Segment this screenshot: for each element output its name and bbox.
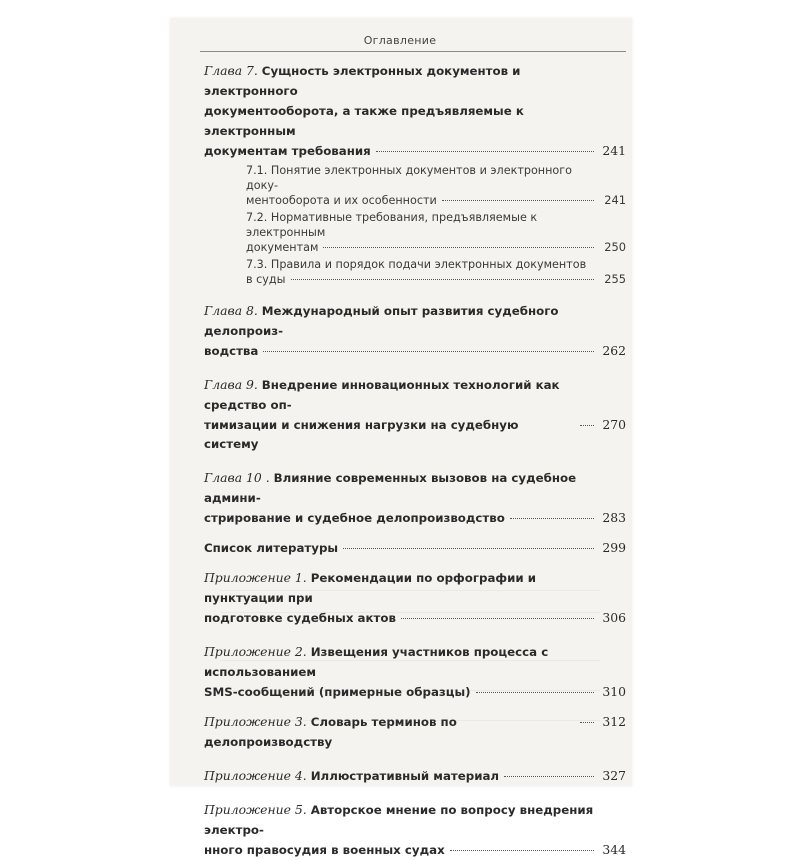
toc-subentry-title-line: 7.2. Нормативные требования, предъявляемые к электронным (246, 211, 538, 239)
toc-entry-label: Приложение 1. (204, 570, 307, 585)
toc-page-number: 299 (602, 540, 626, 555)
toc-subentry-title-line: 7.3. Правила и порядок подачи электронных документов (246, 258, 587, 271)
toc-page-number: 270 (602, 417, 626, 432)
toc-subentry-title-last: ментооборота и их особенности (246, 194, 437, 207)
dot-leader (510, 518, 594, 519)
dot-leader (376, 151, 594, 152)
toc-page-number: 250 (604, 240, 626, 254)
running-head: Оглавление (363, 34, 437, 47)
toc-entry-title-line: Внедрение инновационных технологий как средство оп- (204, 378, 560, 412)
toc-entry-label: Приложение 2. (204, 644, 307, 659)
toc-page-number: 310 (602, 684, 626, 699)
toc-page-number: 283 (602, 510, 626, 525)
show-through-line (220, 590, 600, 591)
toc-page-number: 262 (602, 343, 626, 358)
dot-leader (263, 351, 594, 352)
dot-leader (450, 850, 594, 851)
toc-subentry-7-3 (246, 257, 626, 287)
toc-entry-title-line: Влияние современных вызовов на судебное админи- (204, 471, 577, 505)
toc-page-number: 255 (604, 272, 626, 286)
toc-entry-appendix-1 (204, 568, 626, 628)
toc-entry-title-last: Список литературы (204, 541, 339, 555)
show-through-line (220, 660, 600, 661)
dot-leader (504, 776, 594, 777)
show-through-line (220, 690, 600, 691)
toc-entry-title-line: Извещения участников процесса с использованием (204, 645, 549, 679)
toc-entry-label: Приложение 3. (204, 714, 307, 729)
show-through-line (220, 720, 600, 721)
toc-subentry-title-line: 7.1. Понятие электронных документов и электронного доку- (246, 164, 572, 192)
toc-entry-label: Глава 8. (204, 303, 258, 318)
toc-entry-label: Глава 7. (204, 63, 258, 78)
toc-entry-title-line: Авторское мнение по вопросу внедрения электро- (204, 803, 594, 837)
toc-page-number: 327 (602, 768, 626, 783)
dot-leader (580, 425, 594, 426)
toc-entry-appendix-3 (204, 712, 626, 752)
toc-subentry-title-last: в суды (246, 273, 286, 286)
header-rule (200, 51, 626, 52)
toc-entry-title-line: документооборота, а также предъявляемые к электронным (204, 104, 524, 138)
toc-entry-title-line: Сущность электронных документов и электронного (204, 64, 521, 98)
toc-entry-title-last: Иллюстративный материал (310, 769, 500, 783)
toc-entry-label: Приложение 4. (204, 768, 307, 783)
table-of-contents (204, 56, 626, 860)
dot-leader (442, 200, 594, 201)
toc-entry-appendix-4 (204, 766, 626, 786)
toc-entry-title-last: подготовке судебных актов (204, 611, 396, 625)
toc-subentry-title-last: документам (246, 241, 319, 254)
toc-entry-title-last: тимизации и снижения нагрузки на судебную систему (204, 418, 519, 451)
toc-entry-appendix-5 (204, 800, 626, 860)
toc-entry-title-last: стрирование и судебное делопроизводство (204, 511, 505, 525)
dot-leader (343, 548, 594, 549)
toc-entry-chapter-9 (204, 375, 626, 454)
toc-entry-chapter-10 (204, 468, 626, 528)
toc-subentry-7-2 (246, 210, 626, 255)
toc-page-number: 312 (602, 714, 626, 729)
toc-entry-title-last: нного правосудия в военных судах (204, 843, 445, 857)
dot-leader (291, 279, 595, 280)
toc-entry-label: Глава 10 . (204, 470, 270, 485)
toc-entry-title-last: водства (204, 344, 259, 358)
toc-entry-title-last: документам требования (204, 144, 371, 158)
toc-entry-chapter-7 (204, 61, 626, 161)
toc-page-number: 241 (604, 193, 626, 207)
show-through-line (220, 612, 600, 613)
dot-leader (401, 618, 594, 619)
toc-entry-bibliography (204, 538, 626, 558)
dot-leader (476, 692, 594, 693)
toc-entry-title-line: Международный опыт развития судебного делопроиз- (204, 304, 559, 338)
toc-entry-appendix-2 (204, 642, 626, 702)
toc-page-number: 241 (602, 143, 626, 158)
toc-entry-label: Глава 9. (204, 377, 258, 392)
dot-leader (580, 722, 594, 723)
toc-page-number: 306 (602, 610, 626, 625)
toc-entry-title-line: Рекомендации по орфографии и пунктуации при (204, 571, 537, 605)
dot-leader (323, 247, 594, 248)
toc-entry-label: Приложение 5. (204, 802, 307, 817)
toc-entry-title-last: Словарь терминов по делопроизводству (204, 715, 457, 749)
toc-subentry-7-1 (246, 163, 626, 208)
toc-page-number: 344 (602, 842, 626, 857)
toc-entry-title-last: SMS-сообщений (примерные образцы) (204, 685, 471, 699)
toc-entry-chapter-8 (204, 301, 626, 361)
